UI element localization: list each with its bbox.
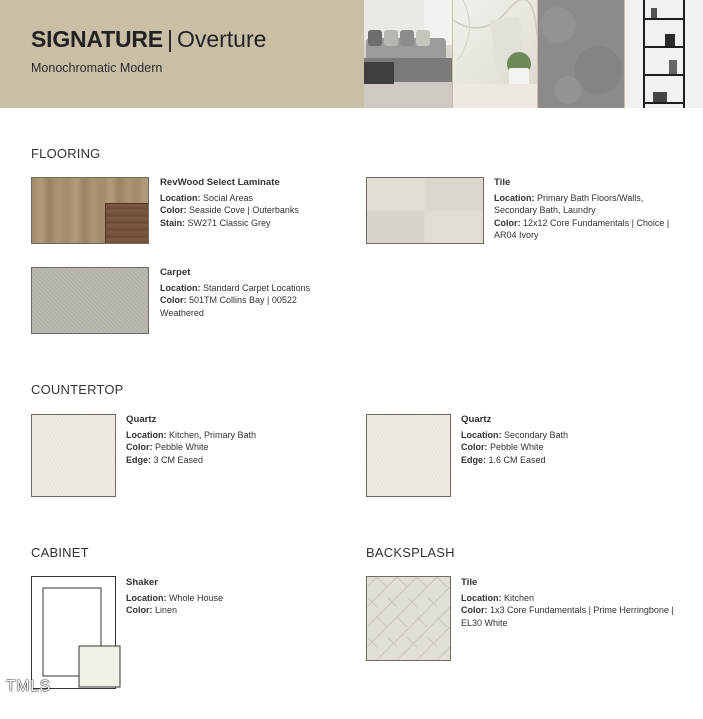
- shaker-location: Whole House: [169, 592, 224, 603]
- shaker-details: [126, 577, 326, 617]
- tile-color-line2: AR04 Ivory: [494, 230, 539, 241]
- quartz-kitchen-details: [126, 414, 326, 466]
- color-label: Color:: [461, 442, 488, 453]
- quartz-secondary-swatch: [366, 414, 451, 497]
- edge-label: Edge:: [126, 454, 152, 465]
- collection-name: Overture: [176, 26, 267, 52]
- mls-watermark: TMLS: [6, 678, 51, 695]
- tile-details: [494, 177, 694, 242]
- tile-name: Tile: [494, 177, 511, 188]
- shelving-photo: [625, 0, 703, 108]
- location-label: Location:: [126, 429, 167, 440]
- backsplash-color-line1: 1x3 Core Fundamentals | Prime Herringbone |: [490, 605, 674, 616]
- quartz-secondary-location: Secondary Bath: [504, 429, 569, 440]
- title-separator: |: [166, 26, 173, 52]
- marble-counter-photo: [453, 0, 537, 108]
- color-label: Color:: [461, 605, 488, 616]
- backsplash-heading: BACKSPLASH: [366, 545, 455, 560]
- tile-location-line1: Primary Bath Floors/Walls,: [537, 192, 644, 203]
- header-banner: [0, 0, 703, 108]
- quartz-kitchen-location: Kitchen, Primary Bath: [169, 429, 257, 440]
- quartz-kitchen-name: Quartz: [126, 414, 157, 425]
- quartz-secondary-edge: 1.6 CM Eased: [488, 454, 546, 465]
- laminate-details: [160, 177, 360, 229]
- backsplash-details: [461, 577, 691, 629]
- quartz-secondary-color: Pebble White: [490, 442, 544, 453]
- laminate-name: RevWood Select Laminate: [160, 177, 280, 188]
- color-label: Color:: [160, 205, 187, 216]
- shaker-color: Linen: [155, 605, 178, 616]
- location-label: Location:: [126, 592, 167, 603]
- quartz-secondary-name: Quartz: [461, 414, 492, 425]
- laminate-location: Social Areas: [203, 192, 254, 203]
- shaker-name: Shaker: [126, 577, 158, 588]
- color-label: Color:: [126, 605, 153, 616]
- cabinet-heading: CABINET: [31, 545, 89, 560]
- flooring-heading: FLOORING: [31, 146, 101, 161]
- location-label: Location:: [494, 192, 535, 203]
- backsplash-color-line2: EL30 White: [461, 617, 508, 628]
- color-label: Color:: [494, 217, 521, 228]
- quartz-kitchen-edge: 3 CM Eased: [153, 454, 204, 465]
- laminate-swatch: [31, 177, 149, 244]
- laminate-stain-inset: [105, 203, 148, 243]
- location-label: Location:: [461, 429, 502, 440]
- carpet-name: Carpet: [160, 267, 191, 278]
- location-label: Location:: [461, 592, 502, 603]
- quartz-secondary-details: [461, 414, 661, 466]
- carpet-details: [160, 267, 360, 319]
- backsplash-location: Kitchen: [504, 592, 535, 603]
- edge-label: Edge:: [461, 454, 487, 465]
- brand-name: SIGNATURE: [31, 26, 163, 52]
- color-label: Color:: [160, 295, 187, 306]
- collection-title: [31, 26, 266, 53]
- tile-color-line1: 12x12 Core Fundamentals | Choice |: [523, 217, 670, 228]
- tile-swatch: [366, 177, 484, 244]
- countertop-heading: COUNTERTOP: [31, 382, 124, 397]
- quartz-kitchen-color: Pebble White: [155, 442, 209, 453]
- living-room-photo: [364, 0, 452, 108]
- location-label: Location:: [160, 192, 201, 203]
- collection-subtitle: Monochromatic Modern: [31, 61, 163, 75]
- concrete-texture-photo: [538, 0, 624, 108]
- carpet-color-line2: Weathered: [160, 307, 204, 318]
- backsplash-tile-name: Tile: [461, 577, 478, 588]
- laminate-stain: SW271 Classic Grey: [187, 217, 271, 228]
- laminate-color: Seaside Cove | Outerbanks: [189, 205, 299, 216]
- stain-label: Stain:: [160, 217, 186, 228]
- shaker-cabinet-drawing: [31, 576, 123, 690]
- color-label: Color:: [126, 442, 153, 453]
- tile-location-line2: Secondary Bath, Laundry: [494, 205, 596, 216]
- carpet-color-line1: 501TM Collins Bay | 00522: [189, 295, 297, 306]
- quartz-kitchen-swatch: [31, 414, 116, 497]
- carpet-location: Standard Carpet Locations: [203, 282, 311, 293]
- location-label: Location:: [160, 282, 201, 293]
- carpet-swatch: [31, 267, 149, 334]
- herringbone-swatch: [366, 576, 451, 661]
